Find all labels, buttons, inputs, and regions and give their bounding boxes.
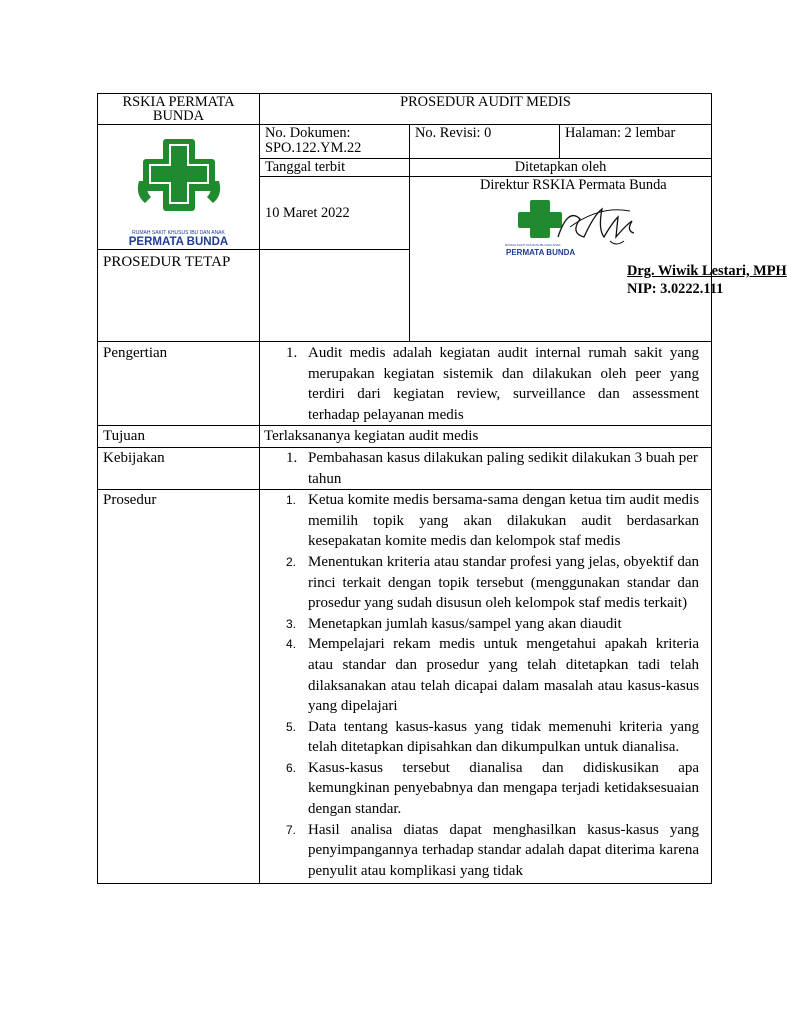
item-text: Audit medis adalah kegiatan audit internal rumah sakit yang merupakan kegiatan sistemik dan dilakukan oleh peer yang terdiri dari kegiatan review, surveillance dan assessment terhadap pelayanan medis [308, 345, 700, 423]
list-item [264, 552, 699, 614]
section-content-tujuan: Terlaksananya kegiatan audit medis [260, 426, 712, 448]
doc-number-label: No. Dokumen: [265, 125, 351, 141]
list-item [264, 490, 699, 552]
section-label-tujuan: Tujuan [98, 426, 260, 448]
list-item [264, 634, 699, 716]
document-title: PROSEDUR AUDIT MEDIS [260, 94, 712, 125]
item-number: 1. [286, 345, 298, 361]
item-number: 7. [286, 822, 297, 837]
issue-date-label: Tanggal terbit [260, 159, 410, 177]
section-content-kebijakan [260, 447, 712, 489]
signer-nip: NIP: 3.0222.111 [627, 281, 724, 297]
prosedur-list [264, 490, 699, 881]
list-item [264, 758, 699, 820]
revision-number: No. Revisi: 0 [410, 125, 560, 159]
list-item [264, 614, 699, 635]
list-item [264, 448, 699, 489]
item-text: Mempelajari rekam medis untuk mengetahui apakah kriteria atau standar dan prosedur yang telah ditetapkan tadi telah dilaksanakan atau telah dicapai dalam masalah atau kasus-kasus yang dipelajari [308, 636, 700, 715]
section-label-kebijakan: Kebijakan [98, 447, 260, 489]
hospital-name: RSKIA PERMATA BUNDA [98, 94, 260, 125]
signature [550, 197, 640, 257]
sop-table [97, 93, 787, 884]
list-item [264, 717, 699, 758]
permata-bunda-cross-logo [134, 137, 224, 219]
doc-number-value: SPO.122.YM.22 [265, 140, 362, 156]
item-text: Menetapkan jumlah kasus/sampel yang akan diaudit [308, 615, 622, 632]
section-label-prosedur: Prosedur [98, 490, 260, 884]
hospital-logo [103, 125, 254, 249]
item-text: Kasus-kasus tersebut dianalisa dan didiskusikan apa kemungkinan penyebabnya dan mengapa terjadi ketidaksesuaian dengan standar. [308, 759, 700, 818]
signer-name: Drg. Wiwik Lestari, MPH [627, 263, 787, 279]
logo-cell [98, 125, 260, 250]
empty-cell [260, 250, 410, 342]
section-label-pengertian: Pengertian [98, 342, 260, 426]
stamp-caption-small: RUMAH SAKIT KHUSUS IBU DAN ANAK [505, 243, 561, 247]
logo-caption: PERMATA BUNDA [128, 236, 229, 248]
issue-date: 10 Maret 2022 [260, 177, 410, 250]
section-content-prosedur [260, 490, 712, 884]
kebijakan-list [264, 448, 699, 489]
item-number: 1. [286, 493, 297, 508]
director-title: Direktur RSKIA Permata Bunda [480, 177, 667, 193]
list-item [264, 820, 699, 882]
item-text: Hasil analisa diatas dapat menghasilkan kasus-kasus yang penyimpangannya terhadap standar adalah dapat diterima karena penyulit atau komplikasi yang tidak [308, 821, 700, 879]
item-text: Data tentang kasus-kasus yang tidak memenuhi kriteria yang telah ditetapkan dipisahkan dan dikumpulkan untuk dianalisa. [308, 718, 700, 756]
item-number: 1. [286, 449, 298, 466]
approval-cell [410, 177, 787, 342]
item-number: 4. [286, 637, 297, 652]
pengertian-list [264, 343, 699, 425]
item-number: 5. [286, 719, 297, 734]
item-text: Menentukan kriteria atau standar profesi yang jelas, obyektif dan rinci terkait dengan topik tersebut (menggunakan standar dan prosedur yang sudah disusun oleh kelompok staf medis terkait) [308, 553, 700, 612]
approved-by-label: Ditetapkan oleh [410, 159, 712, 177]
logo-caption-small: RUMAH SAKIT KHUSUS IBU DAN ANAK [132, 230, 225, 236]
doc-number-cell [260, 125, 410, 159]
item-text: Ketua komite medis bersama-sama dengan ketua tim audit medis memilih topik yang akan dilakukan audit berdasarkan kesepakatan komite medis dan kelompok staf medis [308, 492, 700, 550]
stamp-caption: PERMATA BUNDA [506, 248, 576, 257]
sop-document [97, 93, 787, 884]
page-count: Halaman: 2 lembar [560, 125, 712, 159]
item-number: 3. [286, 616, 297, 631]
section-content-pengertian [260, 342, 712, 426]
item-number: 2. [286, 554, 297, 569]
list-item [264, 343, 699, 425]
item-number: 6. [286, 760, 297, 775]
procedure-type: PROSEDUR TETAP [98, 250, 260, 342]
item-text: Pembahasan kasus dilakukan paling sedikit dilakukan 3 buah per tahun [308, 449, 698, 487]
